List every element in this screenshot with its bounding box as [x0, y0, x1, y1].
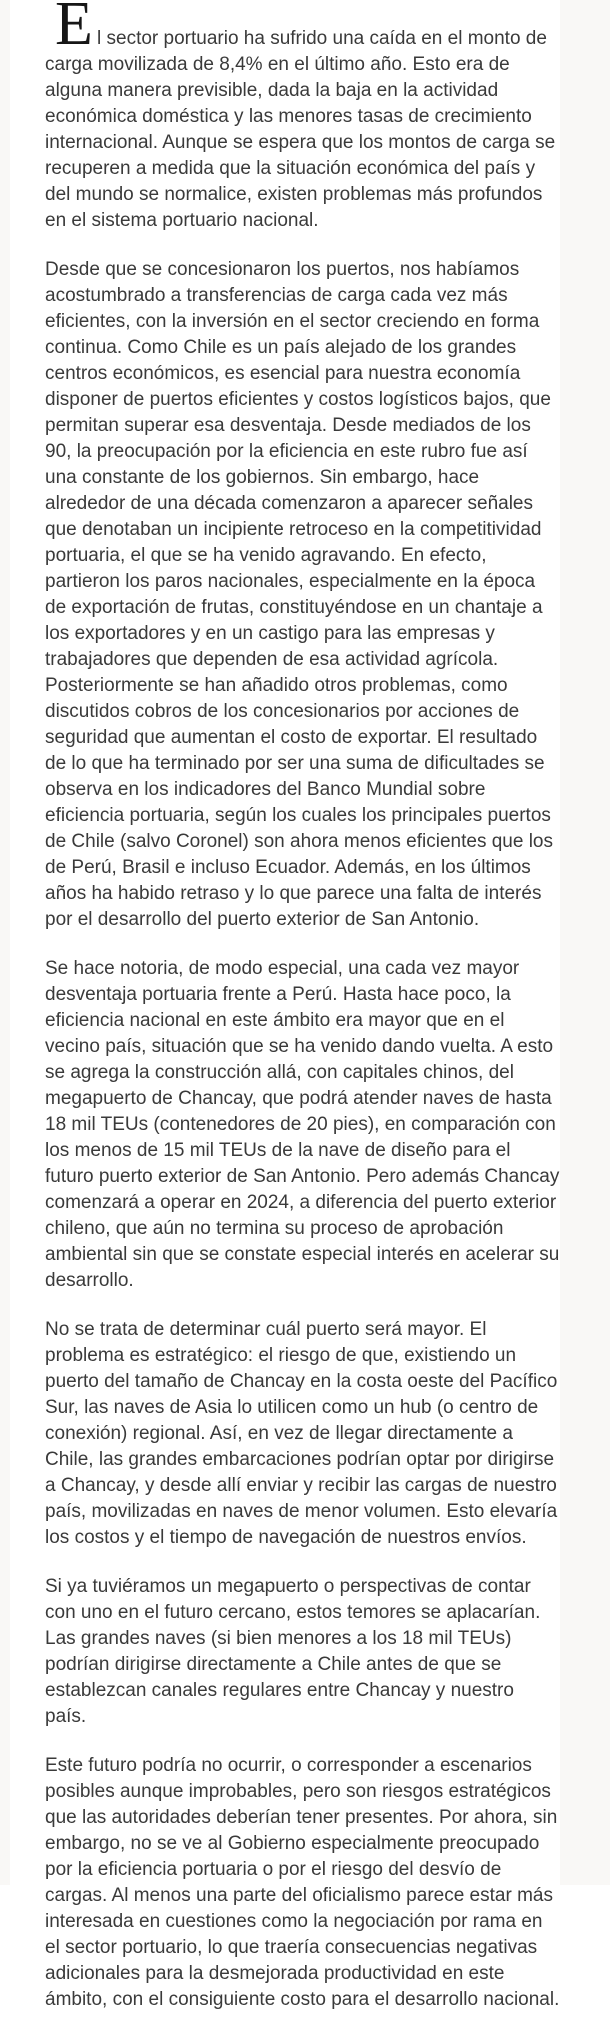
- article-paragraph: l sector portuario ha sufrido una caída en el monto de carga movilizada de 8,4% en el último año. Esto era de alguna manera previsible, dada la baja en la actividad económica doméstica y las menores tasas de crecimiento internacional. Aunque se espera que los montos de carga se recuperen a medida que la situación económica del país y del mundo se normalice, existen problemas más profundos en el sistema portuario nacional.: [45, 28, 556, 231]
- left-margin-strip: [0, 0, 10, 1885]
- article-paragraph: No se trata de determinar cuál puerto será mayor. El problema es estratégico: el riesgo de que, existiendo un puerto del tamaño de Chancay en la costa oeste del Pacífico Sur, las naves de Asia lo utilicen como un hub (o centro de conexión) regional. Así, en vez de llegar directamente a Chile, las grandes embarcaciones podrían optar por dirigirse a Chancay, y desde allí enviar y recibir las cargas de nuestro país, movilizadas en naves de menor volumen. Esto elevaría los costos y el tiempo de navegación de nuestros envíos.: [45, 1319, 558, 1548]
- right-margin-strip: [560, 0, 610, 1885]
- article-paragraph: Se hace notoria, de modo especial, una cada vez mayor desventaja portuaria frente a Perú. Hasta hace poco, la eficiencia nacional en este ámbito era mayor que en el vecino país, situación que se ha venido dando vuelta. A esto se agrega la construcción allá, con capitales chinos, del megapuerto de Chancay, que podrá atender naves de hasta 18 mil TEUs (contenedores de 20 pies), en comparación con los menos de 15 mil TEUs de la nave de diseño para el futuro puerto exterior de San Antonio. Pero además Chancay comenzará a operar en 2024, a diferencia del puerto exterior chileno, que aún no termina su proceso de aprobación ambiental sin que se constate especial interés en acelerar su desarrollo.: [45, 958, 560, 1291]
- article-paragraph: Este futuro podría no ocurrir, o corresponder a escenarios posibles aunque improbables, pero son riesgos estratégicos que las autoridades deberían tener presentes. Por ahora, sin embargo, no se ve al Gobierno especialmente preocupado por la eficiencia portuaria o por el riesgo del desvío de cargas. Al menos una parte del oficialismo parece estar más interesada en cuestiones como la negociación por rama en el sector portuario, lo que traería consecuencias negativas adicionales para la desmejorada productividad en este ámbito, con el consiguiente costo para el desarrollo nacional.: [45, 1755, 560, 2010]
- editorial-article-body: [45, 0, 560, 2036]
- article-paragraph: Desde que se concesionaron los puertos, nos habíamos acostumbrado a transferencias de carga cada vez más eficientes, con la inversión en el sector creciendo en forma continua. Como Chile es un país alejado de los grandes centros económicos, es esencial para nuestra economía disponer de puertos eficientes y costos logísticos bajos, que permitan superar esa desventaja. Desde mediados de los 90, la preocupación por la eficiencia en este rubro fue así una constante de los gobiernos. Sin embargo, hace alrededor de una década comenzaron a aparecer señales que denotaban un incipiente retroceso en la competitividad portuaria, el que se ha venido agravando. En efecto, partieron los paros nacionales, especialmente en la época de exportación de frutas, constituyéndose en un chantaje a los exportadores y en un castigo para las empresas y trabajadores que dependen de esa actividad agrícola. Posteriormente se han añadido otros problemas, como discutidos cobros de los concesionarios por acciones de seguridad que aumentan el costo de exportar. El resultado de lo que ha terminado por ser una suma de dificultades se observa en los indicadores del Banco Mundial sobre eficiencia portuaria, según los cuales los principales puertos de Chile (salvo Coronel) son ahora menos eficientes que los de Perú, Brasil e incluso Ecuador. Además, en los últimos años ha habido retraso y lo que parece una falta de interés por el desarrollo del puerto exterior de San Antonio.: [45, 259, 553, 930]
- article-paragraph: Si ya tuviéramos un megapuerto o perspectivas de contar con uno en el futuro cercano, estos temores se aplacarían. Las grandes naves (si bien menores a los 18 mil TEUs) podrían dirigirse directamente a Chile antes de que se establezcan canales regulares entre Chancay y nuestro país.: [45, 1576, 541, 1727]
- drop-cap-initial: E: [55, 0, 93, 58]
